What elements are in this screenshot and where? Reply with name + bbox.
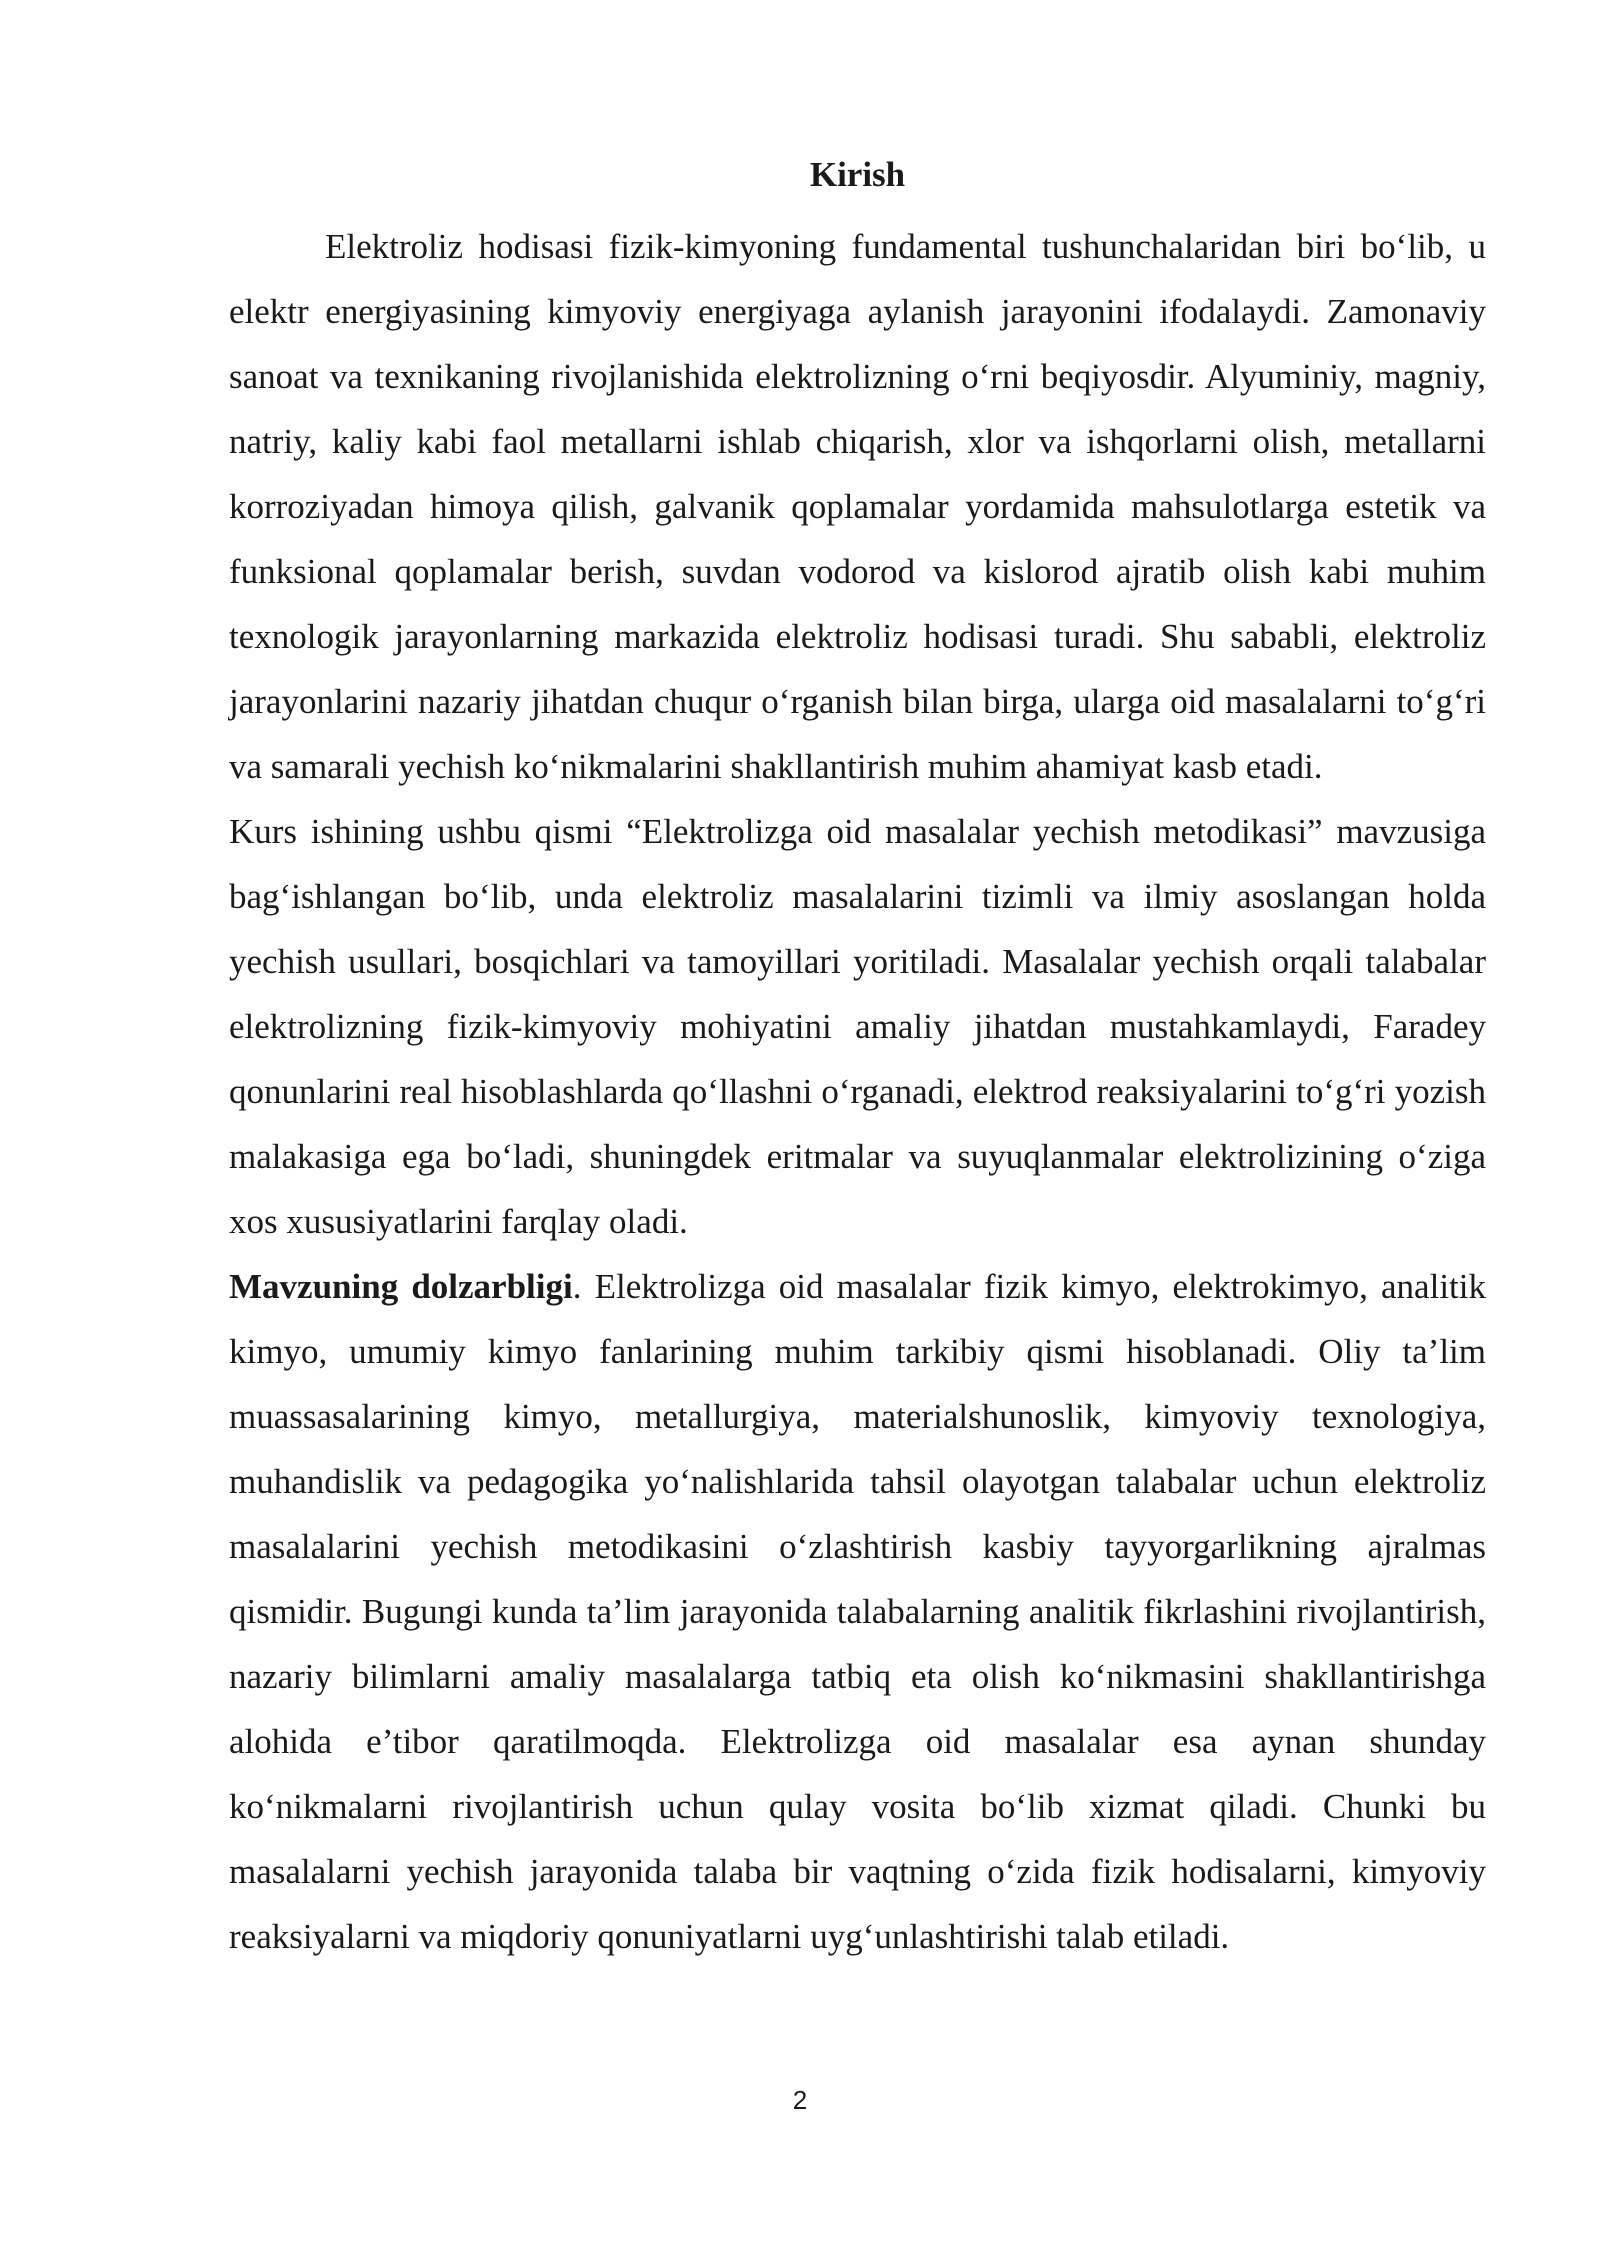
scope-paragraph: Kurs ishining ushbu qismi “Elektrolizga oid masalalar yechish metodikasi” mavzusiga bag‘ishlangan bo‘lib, unda elektroliz masalalarini tizimli va ilmiy asoslangan holda yechish usullari, bosqichlari va tamoyillari yoritiladi. Masalalar yechish orqali talabalar elektrolizning fizik-kimyoviy mohiyatini amaliy jihatdan mustahkamlaydi, Faradey qonunlarini real hisoblashlarda qo‘llashni o‘rganadi, elektrod reaksiyalarini to‘g‘ri yozish malakasiga ega bo‘ladi, shuningdek eritmalar va suyuqlanmalar elektrolizining o‘ziga xos xususiyatlarini farqlay oladi. bbox=[229, 812, 1486, 1241]
relevance-paragraph bbox=[229, 1254, 1486, 1969]
document-page bbox=[229, 150, 1486, 1969]
relevance-body: . Elektrolizga oid masalalar fizik kimyo, elektrokimyo, analitik kimyo, umumiy kimyo fanlarining muhim tarkibiy qismi hisoblanadi. Oliy ta’lim muassasalarining kimyo, metallurgiya, materialshunoslik, kimyoviy texnologiya, muhandislik va pedagogika yo‘nalishlarida tahsil olayotgan talabalar uchun elektroliz masalalarini yechish metodikasini o‘zlashtirish kasbiy tayyorgarlikning ajralmas qismidir. Bugungi kunda ta’lim jarayonida talabalarning analitik fikrlashini rivojlantirish, nazariy bilimlarni amaliy masalalarga tatbiq eta olish ko‘nikmasini shakllantirishga alohida e’tibor qaratilmoqda. Elektrolizga oid masalalar esa aynan shunday ko‘nikmalarni rivojlantirish uchun qulay vosita bo‘lib xizmat qiladi. Chunki bu masalalarni yechish jarayonida talaba bir vaqtning o‘zida fizik hodisalarni, kimyoviy reaksiyalarni va miqdoriy qonuniyatlarni uyg‘unlashtirishi talab etiladi. bbox=[229, 1267, 1486, 1956]
intro-paragraph: Elektroliz hodisasi fizik-kimyoning fundamental tushunchalaridan biri bo‘lib, u elektr energiyasining kimyoviy energiyaga aylanish jarayonini ifodalaydi. Zamonaviy sanoat va texnikaning rivojlanishida elektrolizning o‘rni beqiyosdir. Alyuminiy, magniy, natriy, kaliy kabi faol metallarni ishlab chiqarish, xlor va ishqorlarni olish, metallarni korroziyadan himoya qilish, galvanik qoplamalar yordamida mahsulotlarga estetik va funksional qoplamalar berish, suvdan vodorod va kislorod ajratib olish kabi muhim texnologik jarayonlarning markazida elektroliz hodisasi turadi. Shu sababli, elektroliz jarayonlarini nazariy jihatdan chuqur o‘rganish bilan birga, ularga oid masalalarni to‘g‘ri va samarali yechish ko‘nikmalarini shakllantirish muhim ahamiyat kasb etadi. bbox=[229, 227, 1486, 786]
relevance-lead: Mavzuning dolzarbligi bbox=[229, 1267, 573, 1306]
page-title: Kirish bbox=[809, 155, 906, 194]
page-number: 2 bbox=[792, 2085, 808, 2115]
